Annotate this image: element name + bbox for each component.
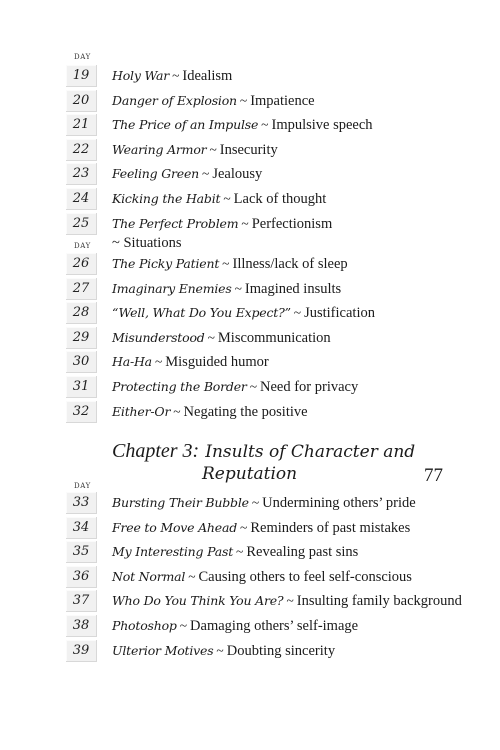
entry-topic: Idealism: [182, 68, 233, 84]
tilde-separator: ~: [188, 568, 196, 584]
tilde-separator: ~: [223, 191, 231, 206]
toc-entry: [66, 65, 486, 87]
tilde-separator: ~: [202, 166, 210, 182]
entry-title: Free to Move Ahead: [112, 519, 238, 535]
day-label: DAY: [74, 242, 91, 250]
day-number: 21: [66, 114, 97, 136]
entry-title: Kicking the Habit: [112, 191, 221, 206]
toc-entry: [66, 253, 486, 275]
entry-title: Holy War: [112, 68, 170, 83]
entry-title: Wearing Armor: [112, 141, 207, 157]
toc-entry: [66, 376, 486, 398]
toc-entry: [66, 517, 486, 539]
toc-entry: [66, 492, 486, 514]
tilde-separator: ~: [241, 215, 249, 231]
entry-text: [112, 303, 375, 323]
day-number: 30: [66, 351, 97, 373]
tilde-separator: ~: [236, 544, 244, 560]
entry-title: Feeling Green: [112, 166, 200, 182]
entry-text: [112, 164, 262, 184]
entry-topic: Reminders of past mistakes: [250, 519, 411, 536]
day-number: 26: [66, 253, 97, 275]
entry-text: [112, 66, 232, 86]
day-label: DAY: [74, 53, 91, 61]
tilde-separator: ~: [261, 117, 269, 133]
day-number: 25: [66, 213, 97, 235]
entry-topic: Insecurity: [219, 141, 278, 158]
entry-topic: Miscommunication: [217, 329, 331, 346]
entry-title: Ulterior Motives: [112, 642, 214, 658]
tilde-separator: ~: [222, 256, 230, 271]
entry-text: [112, 493, 416, 513]
day-number: 34: [66, 517, 97, 539]
tilde-separator: ~: [240, 519, 248, 535]
entry-text: [112, 518, 410, 538]
toc-entry: [66, 541, 486, 563]
day-number: 32: [66, 401, 97, 423]
entry-title: Ha-Ha: [112, 354, 152, 370]
entry-title: “Well, What Do You Expect?”: [112, 305, 291, 321]
tilde-separator: ~: [293, 305, 302, 321]
chapter-number: Chapter 3:: [112, 440, 200, 462]
entry-title: The Picky Patient: [112, 256, 220, 271]
tilde-separator: ~: [172, 68, 180, 83]
toc-entry: [66, 114, 486, 136]
day-number: 20: [66, 90, 97, 112]
entry-title: The Perfect Problem: [112, 215, 239, 231]
tilde-separator: ~: [207, 329, 215, 345]
day-number: 36: [66, 566, 97, 588]
tilde-separator: ~: [286, 593, 294, 609]
entry-title: Photoshop: [112, 618, 177, 633]
entry-title: My Interesting Past: [112, 544, 234, 560]
entry-title: Either-Or: [112, 403, 171, 419]
entry-text: [112, 279, 341, 299]
entry-text: [112, 214, 332, 234]
day-number: 28: [66, 302, 97, 324]
entry-text: [112, 567, 412, 587]
entry-title: Imaginary Enemies: [112, 280, 232, 296]
day-number: 22: [66, 139, 97, 161]
entry-title: Danger of Explosion: [112, 92, 237, 108]
entry-text: [112, 352, 269, 372]
day-number: 37: [66, 590, 97, 612]
day-number: 39: [66, 640, 97, 662]
tilde-separator: ~: [251, 495, 260, 510]
entry-text: [112, 328, 331, 348]
entry-title: Not Normal: [112, 568, 186, 584]
toc-entry: [66, 278, 486, 300]
toc-entry: [66, 401, 486, 423]
day-number: 35: [66, 541, 97, 563]
toc-entry: [66, 640, 486, 662]
day-number: 31: [66, 376, 97, 398]
entry-topic: Undermining others’ pride: [262, 495, 416, 511]
day-number: 38: [66, 615, 97, 637]
entry-title: Misunderstood: [112, 329, 205, 345]
entry-text: [112, 616, 358, 636]
entry-topic: Insulting family background: [296, 593, 462, 610]
entry-topic: Lack of thought: [233, 191, 327, 207]
day-number: 23: [66, 163, 97, 185]
tilde-separator: ~: [249, 379, 257, 394]
tilde-separator: ~: [216, 642, 224, 658]
entry-text: [112, 189, 326, 209]
entry-topic: Justification: [304, 305, 375, 322]
toc-entry: [66, 139, 486, 161]
toc-entry: [66, 351, 486, 373]
entry-title: The Price of an Impulse: [112, 117, 259, 133]
entry-title: Protecting the Border: [112, 379, 247, 394]
toc-continuation: ~ Situations: [112, 235, 182, 251]
entry-topic: Doubting sincerity: [226, 642, 336, 659]
tilde-separator: ~: [154, 354, 163, 370]
tilde-separator: ~: [209, 141, 217, 157]
entry-topic: Need for privacy: [260, 379, 359, 395]
chapter-page-number: 77: [424, 465, 443, 486]
entry-text: [112, 140, 278, 160]
tilde-separator: ~: [239, 92, 248, 108]
entry-title: Bursting Their Bubble: [112, 495, 249, 510]
toc-entry: [66, 213, 486, 235]
entry-topic: Misguided humor: [165, 354, 269, 371]
entry-text: [112, 542, 358, 562]
toc-entry: [66, 590, 486, 612]
chapter-heading: [112, 440, 452, 485]
entry-topic: Illness/lack of sleep: [232, 256, 348, 272]
entry-text: [112, 377, 358, 397]
entry-topic: Revealing past sins: [246, 544, 359, 561]
day-number: 29: [66, 327, 97, 349]
entry-title: Who Do You Think You Are?: [112, 593, 284, 609]
entry-topic: Perfectionism: [251, 215, 333, 232]
entry-text: [112, 115, 373, 135]
day-number: 19: [66, 65, 97, 87]
tilde-separator: ~: [234, 280, 242, 296]
toc-entry: [66, 163, 486, 185]
day-number: 27: [66, 278, 97, 300]
entry-topic: Imagined insults: [244, 280, 342, 297]
toc-entry: [66, 615, 486, 637]
chapter-title-line1: Insults of Character and: [205, 442, 416, 462]
entry-text: [112, 402, 308, 422]
toc-entry: [66, 188, 486, 210]
entry-text: [112, 591, 462, 611]
toc-entry: [66, 327, 486, 349]
tilde-separator: ~: [173, 403, 181, 419]
tilde-separator: ~: [179, 618, 188, 633]
entry-topic: Impatience: [250, 92, 315, 109]
entry-text: [112, 91, 315, 111]
toc-entry: [66, 302, 486, 324]
entry-topic: Causing others to feel self-conscious: [198, 568, 412, 585]
day-number: 24: [66, 188, 97, 210]
entry-text: [112, 641, 335, 661]
day-label: DAY: [74, 482, 91, 490]
entry-topic: Jealousy: [212, 166, 263, 183]
toc-entry: [66, 566, 486, 588]
toc-entry: [66, 90, 486, 112]
entry-topic: Negating the positive: [183, 403, 308, 420]
day-number: 33: [66, 492, 97, 514]
entry-topic: Impulsive speech: [271, 117, 373, 134]
entry-topic: Damaging others’ self-image: [190, 618, 359, 634]
entry-text: [112, 254, 348, 274]
chapter-title-line2: Reputation: [202, 464, 298, 484]
